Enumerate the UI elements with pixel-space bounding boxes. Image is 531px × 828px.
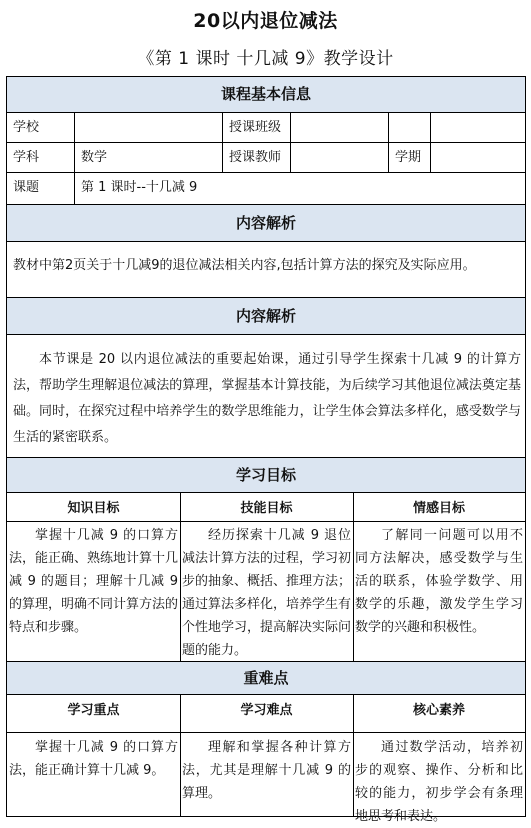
class-value <box>291 113 389 143</box>
knowledge-goal-text: 掌握十几减 9 的口算方法，能正确、熟练地计算十几减 9 的题目；理解十几减 9 的算理，明确不同计算方法的特点和步骤。 <box>9 528 179 635</box>
class-label: 授课班级 <box>223 113 291 143</box>
teacher-label: 授课教师 <box>223 143 291 173</box>
skill-goal-heading: 技能目标 <box>240 501 293 516</box>
content-analysis-header-1: 内容解析 <box>7 204 525 242</box>
divider <box>353 493 354 661</box>
topic-value: 第 1 课时--十几减 9 <box>75 173 525 205</box>
document-title: 20以内退位减法 <box>193 10 338 32</box>
divider <box>353 695 354 817</box>
learning-goals-header: 学习目标 <box>7 457 525 493</box>
difficulty-heading: 学习难点 <box>240 703 293 718</box>
subject-label: 学科 <box>7 143 75 173</box>
content-analysis-header-2: 内容解析 <box>7 297 525 335</box>
key-point-heading: 学习重点 <box>67 703 120 718</box>
divider <box>7 732 525 733</box>
key-points-header: 重难点 <box>7 661 525 695</box>
divider <box>180 493 181 661</box>
difficulty-text: 理解和掌握各种计算方法，尤其是理解十几减 9 的算理。 <box>182 740 351 801</box>
teacher-value <box>291 143 389 173</box>
lesson-plan-table <box>6 76 526 824</box>
divider <box>180 695 181 817</box>
school-value <box>75 113 223 143</box>
term-value <box>431 143 525 173</box>
core-literacy-heading: 核心素养 <box>412 703 465 718</box>
skill-goal-text: 经历探索十几减 9 退位减法计算方法的过程，学习初步的抽象、概括、推理方法；通过算法多样化，培养学生有个性地学习，提高解决实际问题的能力。 <box>182 528 352 658</box>
emotion-goal-text: 了解同一问题可以用不同方法解决，感受数学与生活的联系，体验学数学、用数学的乐趣，激发学生学习数学的兴趣和积极性。 <box>355 528 523 635</box>
emotion-goal-heading: 情感目标 <box>412 501 465 516</box>
core-literacy-text: 通过数学活动，培养初步的观察、操作、分析和比较的能力，初步学会有条理地思考和表达。 <box>355 740 523 824</box>
divider <box>7 521 525 522</box>
content-analysis-text-1: 教材中第2页关于十几减9的退位减法相关内容,包括计算方法的探究及实际应用。 <box>13 258 476 273</box>
blank-label-1 <box>389 113 431 143</box>
key-point-text: 掌握十几减 9 的口算方法，能正确计算十几减 9。 <box>9 740 178 778</box>
subject-value: 数学 <box>75 143 223 173</box>
knowledge-goal-heading: 知识目标 <box>67 501 120 516</box>
document-subtitle: 《第 1 课时 十几减 9》教学设计 <box>137 49 394 69</box>
term-label: 学期 <box>389 143 431 173</box>
topic-label: 课题 <box>7 173 75 205</box>
basic-info-header: 课程基本信息 <box>7 77 525 113</box>
school-label: 学校 <box>7 113 75 143</box>
content-analysis-text-2: 本节课是 20 以内退位减法的重要起始课，通过引导学生探索十几减 9 的计算方法，帮助学生理解退位减法的算理，掌握基本计算技能，为后续学习其他退位减法奠定基础。同时，在探究过程中培养学生的数学思维能力，让学生体会算法多样化，感受数学与生活的紧密联系。 <box>13 352 521 445</box>
blank-value-1 <box>431 113 525 143</box>
